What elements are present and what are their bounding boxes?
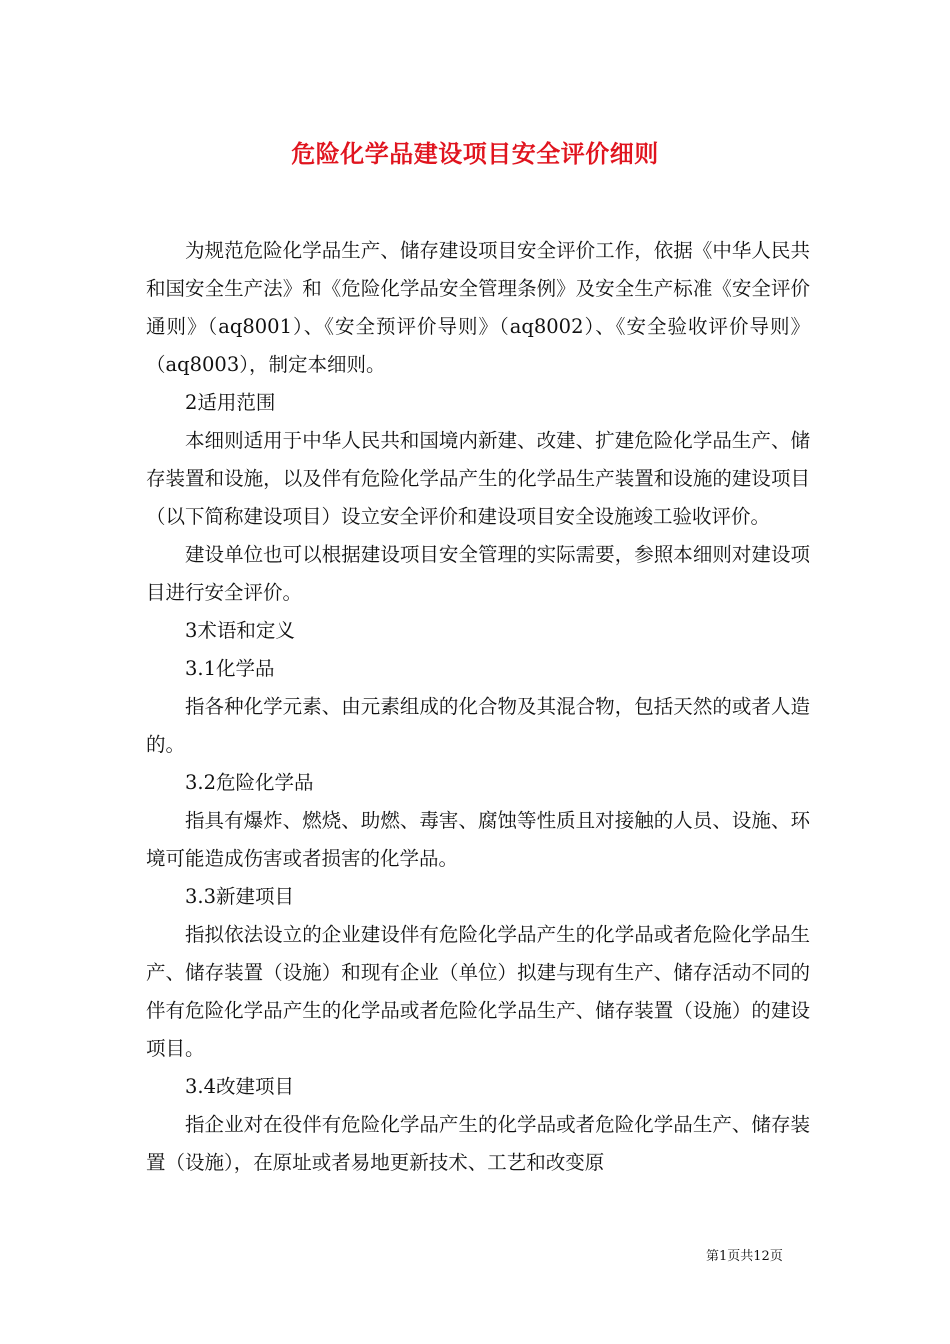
subsection-heading-hazardous-chemical: 3.2危险化学品 [185, 771, 314, 794]
document-title: 危险化学品建设项目安全评价细则 [291, 139, 659, 168]
subsection-heading-renovation-project: 3.4改建项目 [185, 1075, 295, 1098]
subsection-heading-new-project: 3.3新建项目 [185, 885, 295, 908]
paragraph-intro: 为规范危险化学品生产、储存建设项目安全评价工作，依据《中华人民共和国安全生产法》和《危险化学品安全管理条例》及安全生产标准《安全评价通则》（aq8001）、《安全预评价导则》（aq8002）、《安全验收评价导则》（aq8003），制定本细则。 [146, 239, 810, 376]
paragraph-scope-note: 建设单位也可以根据建设项目安全管理的实际需要，参照本细则对建设项目进行安全评价。 [146, 543, 810, 604]
paragraph-renovation-project-definition: 指企业对在役伴有危险化学品产生的化学品或者危险化学品生产、储存装置（设施），在原址或者易地更新技术、工艺和改变原 [146, 1113, 810, 1174]
section-heading-scope: 2适用范围 [185, 391, 276, 414]
paragraph-scope: 本细则适用于中华人民共和国境内新建、改建、扩建危险化学品生产、储存装置和设施，以及伴有危险化学品产生的化学品生产装置和设施的建设项目（以下简称建设项目）设立安全评价和建设项目安全设施竣工验收评价。 [146, 429, 810, 528]
section-heading-terms: 3术语和定义 [185, 619, 295, 642]
document-body [146, 232, 810, 1182]
paragraph-new-project-definition: 指拟依法设立的企业建设伴有危险化学品产生的化学品或者危险化学品生产、储存装置（设施）和现有企业（单位）拟建与现有生产、储存活动不同的伴有危险化学品产生的化学品或者危险化学品生产、储存装置（设施）的建设项目。 [146, 923, 810, 1060]
subsection-heading-chemical: 3.1化学品 [185, 657, 275, 680]
paragraph-hazardous-chemical-definition: 指具有爆炸、燃烧、助燃、毒害、腐蚀等性质且对接触的人员、设施、环境可能造成伤害或者损害的化学品。 [146, 809, 810, 870]
paragraph-chemical-definition: 指各种化学元素、由元素组成的化合物及其混合物，包括天然的或者人造的。 [146, 695, 810, 756]
page-number-footer: 第1页共12页 [706, 1249, 783, 1264]
